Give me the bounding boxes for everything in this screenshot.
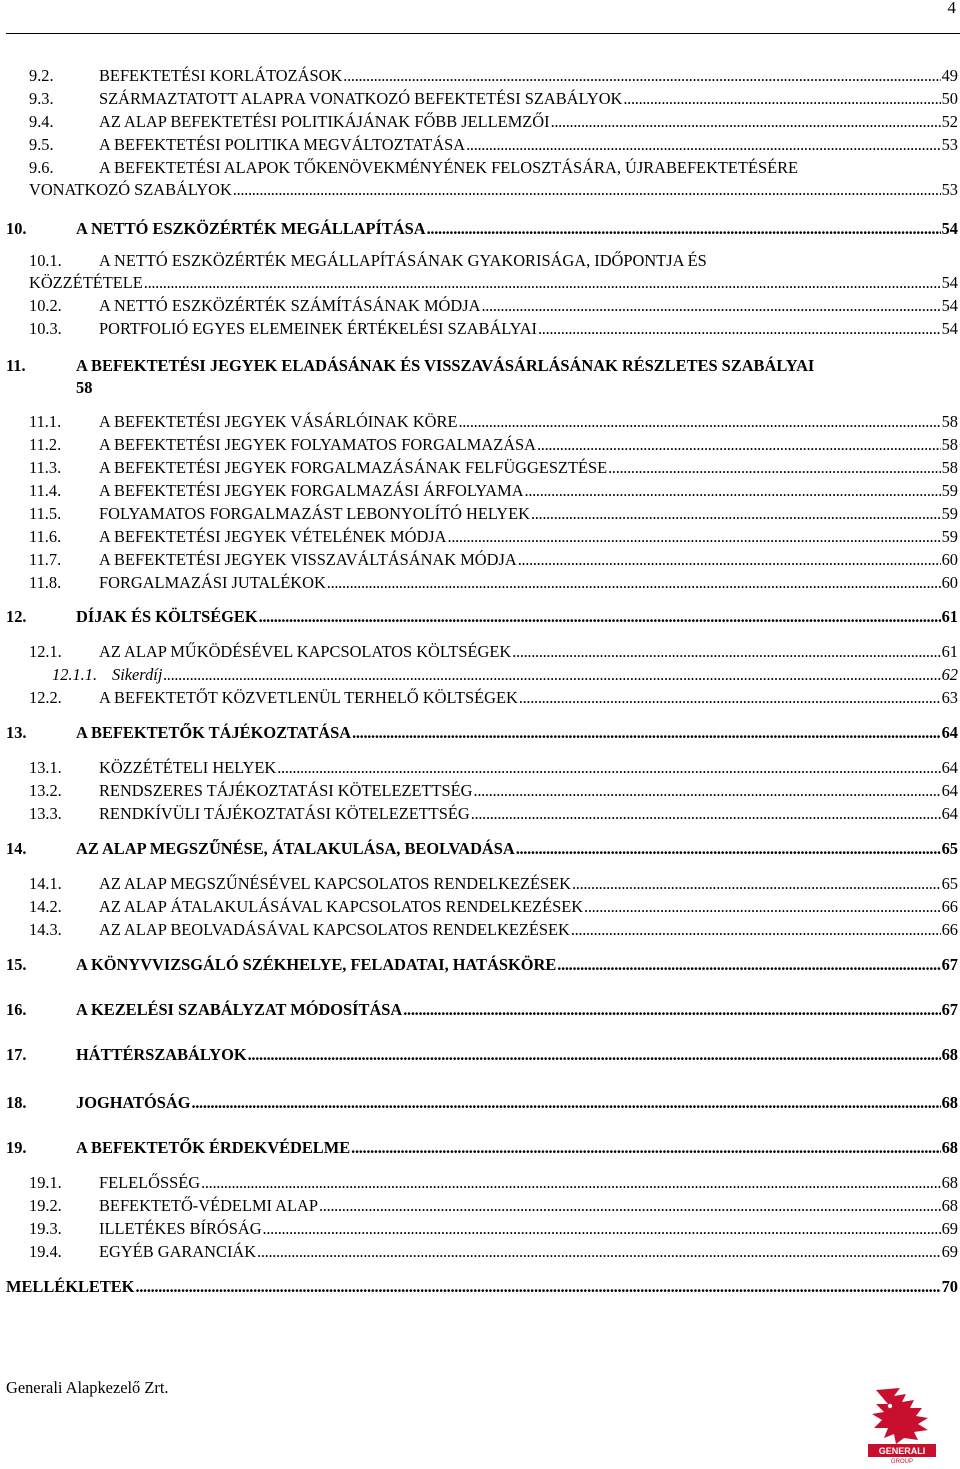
toc-title: SZÁRMAZTATOTT ALAPRA VONATKOZÓ BEFEKTETÉSI SZABÁLYOK: [99, 89, 623, 108]
toc-page: 53: [941, 135, 958, 154]
toc-title: EGYÉB GARANCIÁK: [99, 1242, 257, 1261]
toc-number: 15.: [6, 955, 27, 974]
toc-title: AZ ALAP ÁTALAKULÁSÁVAL KAPCSOLATOS RENDELKEZÉSEK: [99, 897, 584, 916]
dot-leader: [135, 1276, 940, 1298]
dot-leader: [516, 838, 941, 860]
toc-page: 54: [941, 219, 958, 238]
toc-number: 11.6.: [29, 527, 62, 546]
dot-leader: [319, 1195, 941, 1217]
toc-title: MELLÉKLETEK: [6, 1277, 135, 1296]
toc-number: 17.: [6, 1045, 27, 1064]
toc-page: 62: [941, 665, 958, 684]
toc-number: 14.3.: [29, 920, 62, 939]
dot-leader: [233, 179, 941, 201]
toc-page: 52: [941, 112, 958, 131]
toc-number: 13.1.: [29, 758, 62, 777]
toc-number: 19.3.: [29, 1219, 62, 1238]
dot-leader: [519, 687, 941, 709]
toc-title: PORTFOLIÓ EGYES ELEMEINEK ÉRTÉKELÉSI SZABÁLYAI: [99, 319, 537, 338]
toc-number: 13.2.: [29, 781, 62, 800]
toc-number: 10.: [6, 219, 27, 238]
toc-title: A NETTÓ ESZKÖZÉRTÉK MEGÁLLAPÍTÁSA: [76, 219, 426, 238]
toc-entry[interactable]: [52, 664, 958, 686]
toc-entry[interactable]: [29, 480, 958, 502]
toc-entry[interactable]: [29, 641, 958, 663]
dot-leader: [257, 1241, 941, 1263]
toc-page: 70: [941, 1277, 958, 1296]
toc-title: A BEFEKTETÉSI JEGYEK VÁSÁRLÓINAK KÖRE: [99, 412, 458, 431]
dot-leader: [557, 954, 940, 976]
toc-title: FELELŐSSÉG: [99, 1173, 201, 1192]
toc-title: A BEFEKTETÉSI JEGYEK FOLYAMATOS FORGALMAZÁSA: [99, 435, 536, 454]
toc-title: A BEFEKTETŐT KÖZVETLENÜL TERHELŐ KÖLTSÉGEK: [99, 688, 518, 707]
toc-number: 19.4.: [29, 1242, 62, 1261]
toc-entry[interactable]: [29, 250, 958, 294]
toc-number: 12.: [6, 607, 27, 626]
lion-icon: [866, 1384, 938, 1464]
toc-entry[interactable]: [6, 954, 958, 976]
toc-number: 10.1.: [29, 251, 62, 270]
toc-title: ILLETÉKES BÍRÓSÁG: [99, 1219, 262, 1238]
toc-number: 14.1.: [29, 874, 62, 893]
toc-entry[interactable]: [29, 896, 958, 918]
dot-leader: [144, 272, 941, 294]
toc-number: 9.6.: [29, 158, 54, 177]
toc-number: 11.8.: [29, 573, 62, 592]
toc-page: 59: [941, 527, 958, 546]
dot-leader: [448, 526, 941, 548]
toc-title: AZ ALAP BEOLVADÁSÁVAL KAPCSOLATOS RENDELKEZÉSEK: [99, 920, 570, 939]
toc-page: 64: [941, 723, 958, 742]
toc-title: AZ ALAP MŰKÖDÉSÉVEL KAPCSOLATOS KÖLTSÉGEK: [99, 642, 512, 661]
toc-number: 12.2.: [29, 688, 62, 707]
toc-title: AZ ALAP MEGSZŰNÉSÉVEL KAPCSOLATOS RENDELKEZÉSEK: [99, 874, 571, 893]
dot-leader: [537, 434, 941, 456]
toc-title: AZ ALAP BEFEKTETÉSI POLITIKÁJÁNAK FŐBB JELLEMZŐI: [99, 112, 550, 131]
toc-title: DÍJAK ÉS KÖLTSÉGEK: [76, 607, 258, 626]
dot-leader: [458, 411, 940, 433]
toc-title: A BEFEKTETÉSI JEGYEK VÉTELÉNEK MÓDJA: [99, 527, 447, 546]
toc-page: 68: [941, 1093, 958, 1112]
toc-page: 68: [941, 1173, 958, 1192]
toc-title: A KÖNYVVIZSGÁLÓ SZÉKHELYE, FELADATAI, HATÁSKÖRE: [76, 955, 557, 974]
dot-leader: [201, 1172, 941, 1194]
toc-number: 10.2.: [29, 296, 62, 315]
toc-entry[interactable]: [29, 157, 958, 201]
generali-logo: [866, 1384, 938, 1464]
dot-leader: [474, 780, 941, 802]
toc-page: 61: [941, 607, 958, 626]
toc-entry[interactable]: [29, 65, 958, 87]
toc-title: A BEFEKTETŐK ÉRDEKVÉDELME: [76, 1138, 351, 1157]
dot-leader: [466, 134, 941, 156]
toc-entry[interactable]: [6, 1044, 958, 1066]
toc-entry[interactable]: [29, 780, 958, 802]
toc-entry[interactable]: [29, 526, 958, 548]
toc-page: 59: [941, 504, 958, 523]
toc-number: 11.7.: [29, 550, 62, 569]
toc-title: BEFEKTETŐ-VÉDELMI ALAP: [99, 1196, 318, 1215]
toc-title: A BEFEKTETÉSI ALAPOK TŐKENÖVEKMÉNYÉNEK FELOSZTÁSÁRA, ÚJRABEFEKTETÉSÉRE: [99, 158, 799, 177]
dot-leader: [277, 757, 940, 779]
toc-entry[interactable]: [29, 572, 958, 594]
dot-leader: [403, 999, 940, 1021]
toc-entry[interactable]: [29, 757, 958, 779]
toc-entry[interactable]: [29, 1172, 958, 1194]
toc-page: 49: [941, 66, 958, 85]
toc-entry[interactable]: [6, 722, 958, 744]
dot-leader: [584, 896, 941, 918]
toc-number: 10.3.: [29, 319, 62, 338]
dot-leader: [259, 606, 941, 628]
toc-number: 11.3.: [29, 458, 62, 477]
dot-leader: [551, 111, 941, 133]
toc-number: 13.: [6, 723, 27, 742]
toc-page: 64: [941, 758, 958, 777]
toc-number: 19.: [6, 1138, 27, 1157]
dot-leader: [191, 1092, 940, 1114]
toc-page: 66: [941, 897, 958, 916]
toc-title: FORGALMAZÁSI JUTALÉKOK: [99, 573, 326, 592]
toc-number: 11.5.: [29, 504, 62, 523]
toc-number: 9.2.: [29, 66, 54, 85]
dot-leader: [481, 295, 940, 317]
toc-entry[interactable]: [6, 1092, 958, 1114]
toc-title: A BEFEKTETÉSI JEGYEK FORGALMAZÁSÁNAK FELFÜGGESZTÉSE: [99, 458, 608, 477]
toc-entry[interactable]: [6, 999, 958, 1021]
toc-title: AZ ALAP MEGSZŰNÉSE, ÁTALAKULÁSA, BEOLVADÁSA: [76, 839, 515, 858]
toc-title: A KEZELÉSI SZABÁLYZAT MÓDOSÍTÁSA: [76, 1000, 403, 1019]
toc-number: 18.: [6, 1093, 27, 1112]
toc-page: 53: [941, 180, 958, 199]
toc-title: A BEFEKTETÉSI JEGYEK VISSZAVÁLTÁSÁNAK MÓDJA: [99, 550, 517, 569]
toc-title: HÁTTÉRSZABÁLYOK: [76, 1045, 247, 1064]
logo-wordmark: GENERALI: [878, 1446, 926, 1456]
toc-number: 11.4.: [29, 481, 62, 500]
toc-page: 63: [941, 688, 958, 707]
toc-entry[interactable]: [29, 1218, 958, 1240]
toc-entry[interactable]: [29, 1241, 958, 1263]
logo-subtext: GROUP: [890, 1459, 914, 1464]
toc-number: 13.3.: [29, 804, 62, 823]
dot-leader: [327, 572, 941, 594]
dot-leader: [512, 641, 940, 663]
dot-leader: [538, 318, 941, 340]
toc-entry[interactable]: [6, 1276, 958, 1298]
dot-leader: [572, 873, 941, 895]
toc-title: A BEFEKTETŐK TÁJÉKOZTATÁSA: [76, 723, 352, 742]
toc-title: BEFEKTETÉSI KORLÁTOZÁSOK: [99, 66, 343, 85]
toc-title: RENDKÍVÜLI TÁJÉKOZTATÁSI KÖTELEZETTSÉG: [99, 804, 470, 823]
toc-title: JOGHATÓSÁG: [76, 1093, 191, 1112]
dot-leader: [608, 457, 940, 479]
dot-leader: [248, 1044, 941, 1066]
toc-number: 12.1.1.: [52, 665, 98, 684]
dot-leader: [531, 503, 941, 525]
toc-page: 58: [941, 412, 958, 431]
toc-number: 9.4.: [29, 112, 54, 131]
toc-entry[interactable]: [6, 218, 958, 240]
toc-entry[interactable]: [6, 1137, 958, 1159]
toc-entry[interactable]: [29, 434, 958, 456]
toc-page: 54: [941, 273, 958, 292]
toc-entry[interactable]: [29, 873, 958, 895]
toc-title: RENDSZERES TÁJÉKOZTATÁSI KÖTELEZETTSÉG: [99, 781, 473, 800]
toc-entry[interactable]: [29, 1195, 958, 1217]
toc-entry[interactable]: [6, 606, 958, 628]
toc-page: 54: [941, 296, 958, 315]
toc-title-continued: KÖZZÉTÉTELE: [29, 273, 143, 292]
toc-entry[interactable]: [29, 687, 958, 709]
dot-leader: [571, 919, 941, 941]
toc-number: 11.: [6, 356, 26, 375]
toc-title-continued: VONATKOZÓ SZABÁLYOK: [29, 180, 232, 199]
dot-leader: [163, 664, 940, 686]
toc-title: A NETTÓ ESZKÖZÉRTÉK MEGÁLLAPÍTÁSÁNAK GYAKORISÁGA, IDŐPONTJA ÉS: [99, 251, 707, 270]
toc-number: 19.2.: [29, 1196, 62, 1215]
toc-title: A NETTÓ ESZKÖZÉRTÉK SZÁMÍTÁSÁNAK MÓDJA: [99, 296, 481, 315]
toc-number: 19.1.: [29, 1173, 62, 1192]
toc-page: 64: [941, 781, 958, 800]
toc-page: 67: [941, 1000, 958, 1019]
toc-page: 60: [941, 550, 958, 569]
dot-leader: [352, 722, 941, 744]
dot-leader: [351, 1137, 940, 1159]
toc-number: 9.5.: [29, 135, 54, 154]
toc-entry[interactable]: [29, 111, 958, 133]
toc-page: 58: [76, 378, 93, 397]
dot-leader: [623, 88, 940, 110]
dot-leader: [343, 65, 940, 87]
toc-title: KÖZZÉTÉTELI HELYEK: [99, 758, 277, 777]
toc-entry[interactable]: [29, 457, 958, 479]
toc-number: 14.2.: [29, 897, 62, 916]
toc-entry[interactable]: [29, 549, 958, 571]
toc-page: 69: [941, 1219, 958, 1238]
toc-number: 11.2.: [29, 435, 62, 454]
toc-number: 16.: [6, 1000, 27, 1019]
page-number: 4: [947, 0, 956, 17]
toc-title: A BEFEKTETÉSI JEGYEK ELADÁSÁNAK ÉS VISSZAVÁSÁRLÁSÁNAK RÉSZLETES SZABÁLYAI: [76, 356, 815, 375]
dot-leader: [471, 803, 941, 825]
toc-entry[interactable]: [6, 355, 958, 399]
toc-title: Sikerdíj: [112, 665, 163, 684]
toc-page: 69: [941, 1242, 958, 1261]
toc-entry[interactable]: [29, 803, 958, 825]
toc-title: A BEFEKTETÉSI POLITIKA MEGVÁLTOZTATÁSA: [99, 135, 466, 154]
toc-page: 68: [941, 1138, 958, 1157]
toc-page: 54: [941, 319, 958, 338]
toc-title: A BEFEKTETÉSI JEGYEK FORGALMAZÁSI ÁRFOLYAMA: [99, 481, 524, 500]
toc-entry[interactable]: [6, 838, 958, 860]
dot-leader: [427, 218, 941, 240]
toc-entry[interactable]: [29, 411, 958, 433]
dot-leader: [518, 549, 941, 571]
toc-page: 58: [941, 435, 958, 454]
toc-entry[interactable]: [29, 919, 958, 941]
toc-title: FOLYAMATOS FORGALMAZÁST LEBONYOLÍTÓ HELYEK: [99, 504, 530, 523]
toc-number: 11.1.: [29, 412, 62, 431]
toc-page: 66: [941, 920, 958, 939]
toc-page: 67: [941, 955, 958, 974]
toc-page: 61: [941, 642, 958, 661]
toc-page: 65: [941, 839, 958, 858]
toc-page: 68: [941, 1196, 958, 1215]
toc-number: 12.1.: [29, 642, 62, 661]
toc-page: 60: [941, 573, 958, 592]
toc-number: 14.: [6, 839, 27, 858]
dot-leader: [263, 1218, 941, 1240]
toc-number: 9.3.: [29, 89, 54, 108]
toc-page: 64: [941, 804, 958, 823]
toc-page: 68: [941, 1045, 958, 1064]
toc-entry[interactable]: [29, 503, 958, 525]
toc-page: 59: [941, 481, 958, 500]
toc-entry[interactable]: [29, 88, 958, 110]
toc-page: 65: [941, 874, 958, 893]
dot-leader: [525, 480, 941, 502]
toc-entry[interactable]: [29, 318, 958, 340]
footer-company-name: Generali Alapkezelő Zrt.: [6, 1378, 169, 1397]
toc-entry[interactable]: [29, 134, 958, 156]
toc-entry[interactable]: [29, 295, 958, 317]
toc-page: 58: [941, 458, 958, 477]
toc-page: 50: [941, 89, 958, 108]
